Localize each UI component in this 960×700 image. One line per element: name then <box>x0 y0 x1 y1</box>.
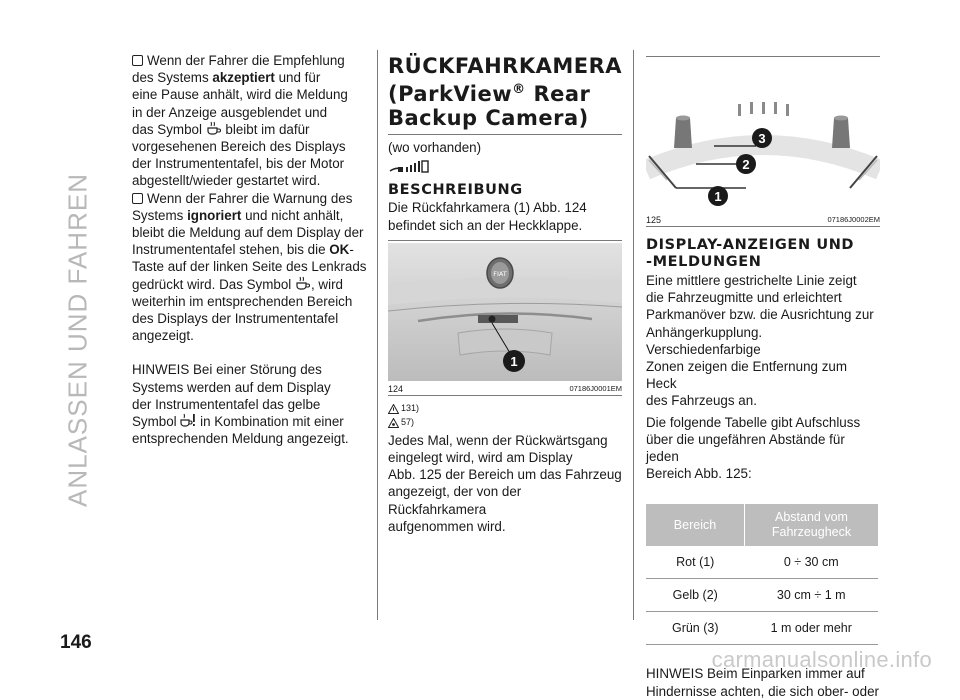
watermark: carmanualsonline.info <box>711 647 932 672</box>
bullet-paragraph-ignore: Wenn der Fahrer die Warnung des Systems ignoriert und nicht anhält, bleibt die Meldung auf dem Display der Instrumententafel stehen, bis die OK- Taste auf der linken Seite des Lenkrads gedrückt wird. Das Symbol , wird weiterhin im entsprechenden Bereich des Displays der Instrumententafel angezeigt. <box>132 190 367 344</box>
figure-caption: 125 07186J0002EM <box>646 215 880 225</box>
column-divider <box>633 50 634 620</box>
coffee-cup-icon <box>206 121 222 136</box>
heading-rule <box>388 134 622 135</box>
column-3 <box>646 56 880 700</box>
table-row: Grün (3) 1 m oder mehr <box>646 612 878 645</box>
sub-heading: BESCHREIBUNG <box>388 182 523 199</box>
reference-57: 57) <box>401 417 415 428</box>
hinweis-paragraph: HINWEIS Bei einer Störung des Systems werden auf dem Display der Instrumententafel das gelbe Symbol in Kombination mit einer entsprechenden Meldung angezeigt. <box>132 362 349 447</box>
references <box>388 402 622 430</box>
body-paragraph: Jedes Mal, wenn der Rückwärtsgang eingelegt wird, wird am Display Abb. 125 der Bereich um das Fahrzeug angezeigt, der von der Rückfahrkamera aufgenommen wird. <box>388 432 622 534</box>
hinweis-paragraph: HINWEIS Beim Einparken immer auf Hindernisse achten, die sich ober- oder <box>646 666 879 699</box>
parking-guide-lines-figure <box>646 60 880 212</box>
tailgate-camera-figure <box>388 243 622 381</box>
coffee-cup-icon <box>295 276 311 291</box>
table-row: Rot (1) 0 ÷ 30 cm <box>646 546 878 579</box>
column-1 <box>132 52 368 447</box>
figure-callout-1: 1 <box>510 353 518 369</box>
section-heading: DISPLAY-ANZEIGEN UND -MELDUNGEN <box>646 237 855 270</box>
table-header: Abstand vom Fahrzeugheck <box>745 504 879 546</box>
figure-bottom-rule <box>646 226 880 227</box>
caution-icon <box>388 418 399 428</box>
bullet-box-icon <box>132 55 143 66</box>
figure-callout-1: 1 <box>714 189 722 204</box>
bullet-paragraph-accept: Wenn der Fahrer die Empfehlung des Systems akzeptiert und für eine Pause anhält, wird die Meldung in der Anzeige ausgeblendet und das Symbol bleibt im dafür vorgesehenen Bereich des Displays der Instrumententafel, bis der Motor abgestellt/wieder gestartet wird. <box>132 53 348 189</box>
rear-camera-icon <box>388 158 432 176</box>
page-number: 146 <box>60 632 92 653</box>
figure-top-rule <box>388 240 622 241</box>
reference-131: 131) <box>401 403 420 414</box>
figure-callout-3: 3 <box>758 131 766 146</box>
column-2 <box>388 54 622 535</box>
paragraph-guide-lines: Eine mittlere gestrichelte Linie zeigt die Fahrzeugmitte und erleichtert Parkmanöver bzw. die Ausrichtung zur Anhängerkupplung. Verschiedenfarbige Zonen zeigen die Entfernung zum Heck des Fahrzeugs an. <box>646 273 874 409</box>
table-row: Gelb (2) 30 cm ÷ 1 m <box>646 579 878 612</box>
column-divider <box>377 50 378 620</box>
warning-triangle-icon <box>388 404 399 414</box>
figure-top-rule <box>646 56 880 57</box>
table-header: Bereich <box>646 504 745 546</box>
description-paragraph: Die Rückfahrkamera (1) Abb. 124 befindet sich an der Heckklappe. <box>388 200 587 233</box>
paragraph-table-intro: Die folgende Tabelle gibt Aufschluss über die ungefähren Abstände für jeden Bereich Abb. 125: <box>646 414 861 482</box>
section-heading: RÜCKFAHRKAMERA (ParkView® Rear Backup Camera) <box>388 54 623 130</box>
distance-table <box>646 504 878 645</box>
figure-callout-2: 2 <box>742 157 750 172</box>
figure-caption: 124 07186J0001EM <box>388 383 622 394</box>
figure-bottom-rule <box>388 395 622 396</box>
svg-text:FIAT: FIAT <box>493 269 507 278</box>
coffee-cup-warning-icon <box>180 413 196 428</box>
availability-note: (wo vorhanden) <box>388 140 482 155</box>
bullet-box-icon <box>132 193 143 204</box>
